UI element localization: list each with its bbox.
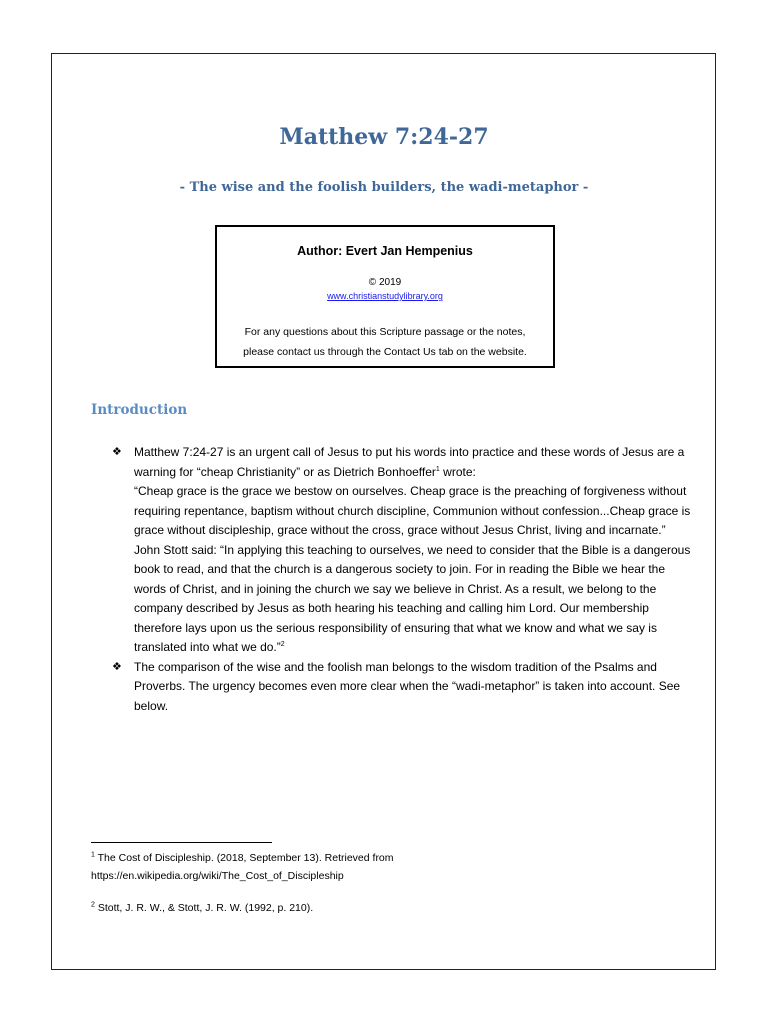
contact-line-1: For any questions about this Scripture passage or the notes, bbox=[244, 326, 526, 338]
list-item bbox=[112, 443, 698, 658]
list-item bbox=[112, 658, 698, 717]
footnote-separator bbox=[91, 842, 272, 843]
stott-quote: John Stott said: “In applying this teaching to ourselves, we need to consider that the Bible is a dangerous book to read, and that the church is a dangerous society to join. For in reading the Bible we hear the words of Christ, and in joining the church we say we believe in Christ. As a result, we belong to the company described by Jesus as both hearing his teaching and calling him Lord. Our membership therefore lays upon us the serious responsibility of ensuring that what we know and what we say is translated into what we do.” bbox=[134, 542, 691, 654]
footnote-ref-1[interactable]: 1 bbox=[435, 465, 440, 473]
footnote-1 bbox=[91, 849, 691, 885]
website-link[interactable]: www.christianstudylibrary.org bbox=[327, 291, 443, 301]
stott-quote-paragraph bbox=[134, 541, 698, 658]
diamond-bullet-icon: ❖ bbox=[112, 660, 122, 673]
bonhoeffer-quote: “Cheap grace is the grace we bestow on ourselves. Cheap grace is the preaching of forgiveness without requiring repentance, baptism without church discipline, Communion without confession...Cheap grace is grace without discipleship, grace without the cross, grace without Jesus Christ, living and incarnate.” bbox=[134, 484, 691, 537]
bullet-1-intro bbox=[134, 443, 698, 482]
footnote-ref-2[interactable]: 2 bbox=[280, 641, 285, 648]
document-subtitle: - The wise and the foolish builders, the wadi-metaphor - bbox=[179, 180, 589, 195]
document-title: Matthew 7:24-27 bbox=[279, 124, 489, 150]
author-name: Author: Evert Jan Hempenius bbox=[297, 244, 473, 258]
footnote-1-url: https://en.wikipedia.org/wiki/The_Cost_of_Discipleship bbox=[91, 870, 344, 882]
introduction-heading: Introduction bbox=[91, 402, 188, 418]
bullet-1-text-end: wrote: bbox=[439, 464, 476, 479]
footnote-1-number: 1 bbox=[91, 851, 95, 859]
footnote-2-number: 2 bbox=[91, 901, 95, 909]
footnote-2 bbox=[91, 899, 691, 917]
author-info-box bbox=[215, 225, 555, 368]
contact-note bbox=[223, 322, 547, 362]
diamond-bullet-icon: ❖ bbox=[112, 446, 122, 458]
footnote-2-line-1: Stott, J. R. W., & Stott, J. R. W. (1992, p. 210). bbox=[97, 902, 314, 914]
bullet-1-text: Matthew 7:24-27 is an urgent call of Jesus to put his words into practice and these words of Jesus are a warning for “cheap Christianity” or as Dietrich Bonhoeffer bbox=[134, 445, 685, 479]
contact-line-2: please contact us through the Contact Us tab on the website. bbox=[243, 346, 527, 358]
copyright-notice: © 2019 bbox=[368, 277, 402, 288]
introduction-bullet-list bbox=[112, 443, 698, 716]
bullet-2-text: The comparison of the wise and the foolish man belongs to the wisdom tradition of the Psalms and Proverbs. The urgency becomes even more clear when the “wadi-metaphor” is taken into account. See below. bbox=[134, 659, 681, 713]
footnote-1-line-1: The Cost of Discipleship. (2018, September 13). Retrieved from bbox=[97, 852, 394, 864]
